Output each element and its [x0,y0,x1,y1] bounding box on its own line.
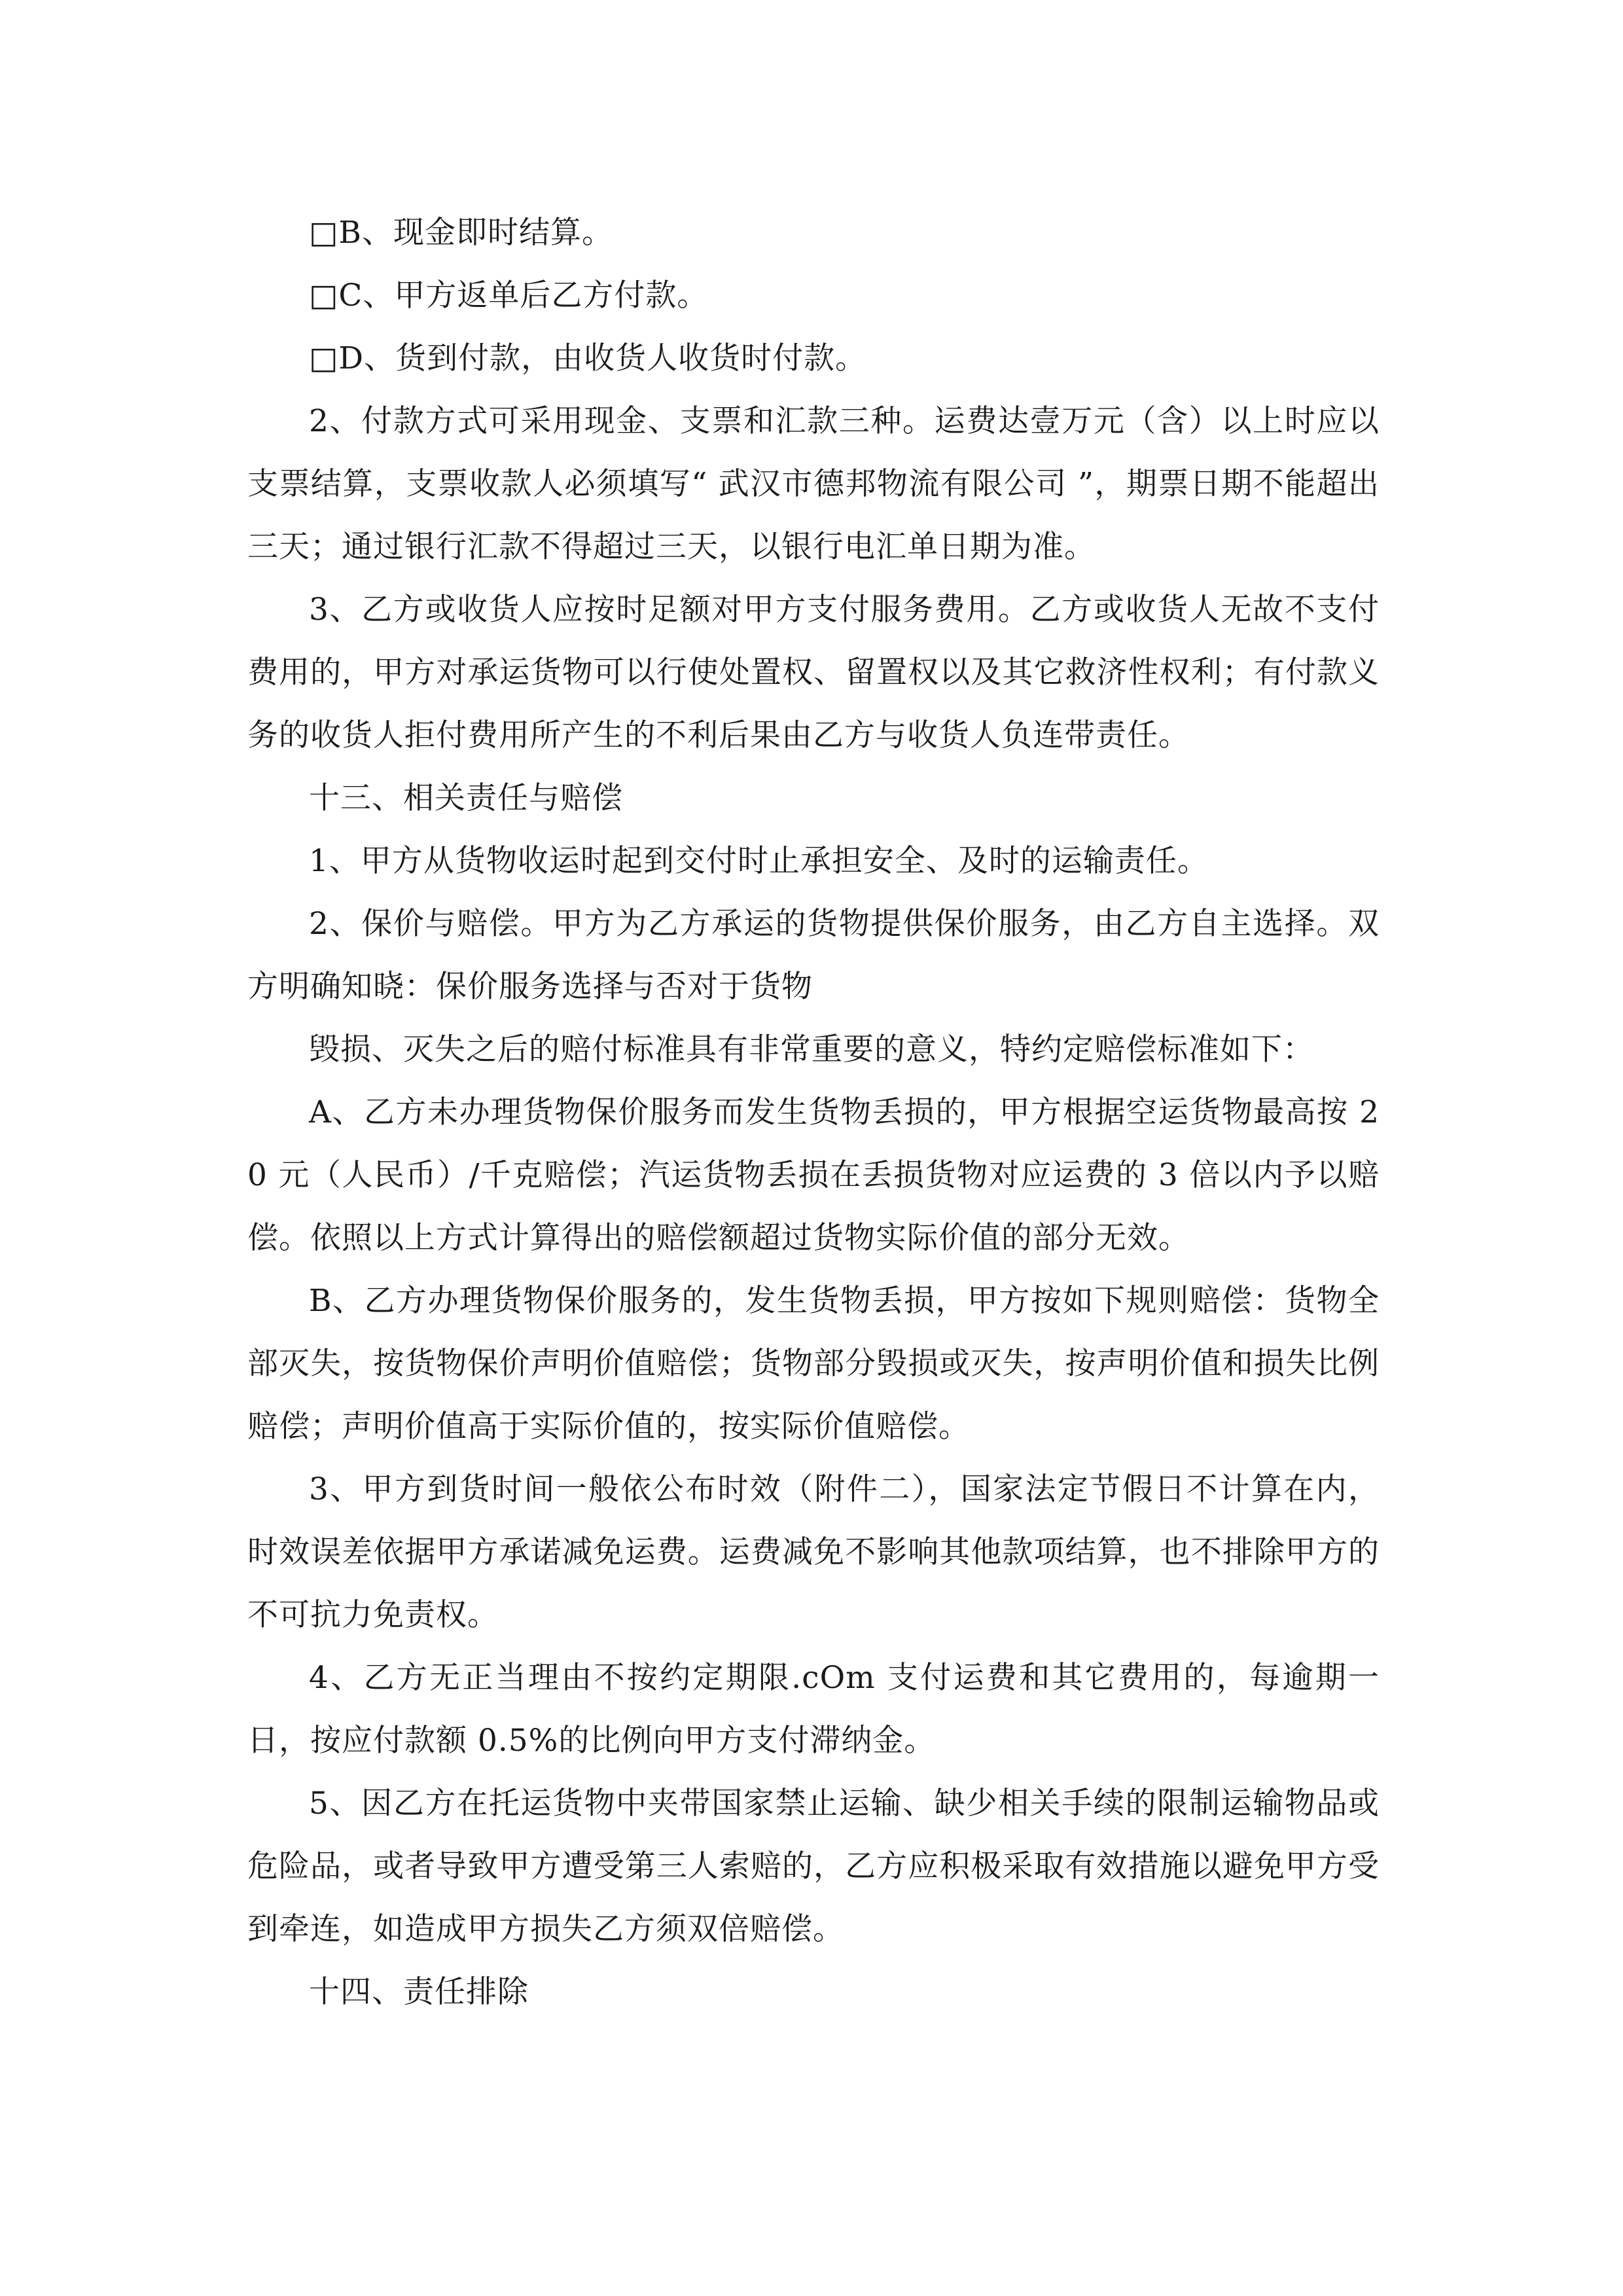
liability-clause-1: 1、甲方从货物收运时起到交付时止承担安全、及时的运输责任。 [309,843,1209,879]
compensation-rule-a: A、乙方未办理货物保价服务而发生货物丢损的，甲方根据空运货物最高按 20 元（人民币）/千克赔偿；汽运货物丢损在丢损货物对应运费的 3 倍以内予以赔偿。依照以上方式计算得出的赔偿额超过货物实际价值的部分无效。 [247,1094,1380,1256]
liability-clause-3: 3、甲方到货时间一般依公布时效（附件二），国家法定节假日不计算在内，时效误差依据甲方承诺减免运费。运费减免不影响其他款项结算，也不排除甲方的不可抗力免责权。 [247,1471,1380,1633]
payment-method-clause: 2、付款方式可采用现金、支票和汇款三种。运费达壹万元（含）以上时应以支票结算，支票收款人必须填写“ 武汉市德邦物流有限公司 ”，期票日期不能超出三天；通过银行汇款不得超过三天，以银行电汇单日期为准。 [247,403,1380,565]
document-body [247,202,1380,2024]
liability-clause-2-continued: 毁损、灭失之后的赔付标准具有非常重要的意义，特约定赔偿标准如下： [309,1031,1314,1067]
payment-option-d: □D、货到付款，由收货人收货时付款。 [309,340,867,376]
payment-option-b: □B、现金即时结算。 [309,215,613,251]
section-heading-13: 十三、相关责任与赔偿 [309,780,623,816]
section-heading-14: 十四、责任排除 [309,1974,529,2010]
liability-clause-4: 4、乙方无正当理由不按约定期限.cOm 支付运费和其它费用的，每逾期一日，按应付款额 0.5%的比例向甲方支付滞纳金。 [247,1660,1380,1759]
payment-obligation-clause: 3、乙方或收货人应按时足额对甲方支付服务费用。乙方或收货人无故不支付费用的，甲方对承运货物可以行使处置权、留置权以及其它救济性权利；有付款义务的收货人拒付费用所产生的不利后果由乙方与收货人负连带责任。 [247,592,1380,753]
liability-clause-5: 5、因乙方在托运货物中夹带国家禁止运输、缺少相关手续的限制运输物品或危险品，或者导致甲方遭受第三人索赔的，乙方应积极采取有效措施以避免甲方受到牵连，如造成甲方损失乙方须双倍赔偿。 [247,1785,1380,1947]
compensation-rule-b: B、乙方办理货物保价服务的，发生货物丢损，甲方按如下规则赔偿：货物全部灭失，按货物保价声明价值赔偿；货物部分毁损或灭失，按声明价值和损失比例赔偿；声明价值高于实际价值的，按实际价值赔偿。 [247,1283,1380,1444]
payment-option-c: □C、甲方返单后乙方付款。 [309,278,709,314]
liability-clause-2: 2、保价与赔偿。甲方为乙方承运的货物提供保价服务，由乙方自主选择。双方明确知晓：保价服务选择与否对于货物 [247,906,1380,1005]
